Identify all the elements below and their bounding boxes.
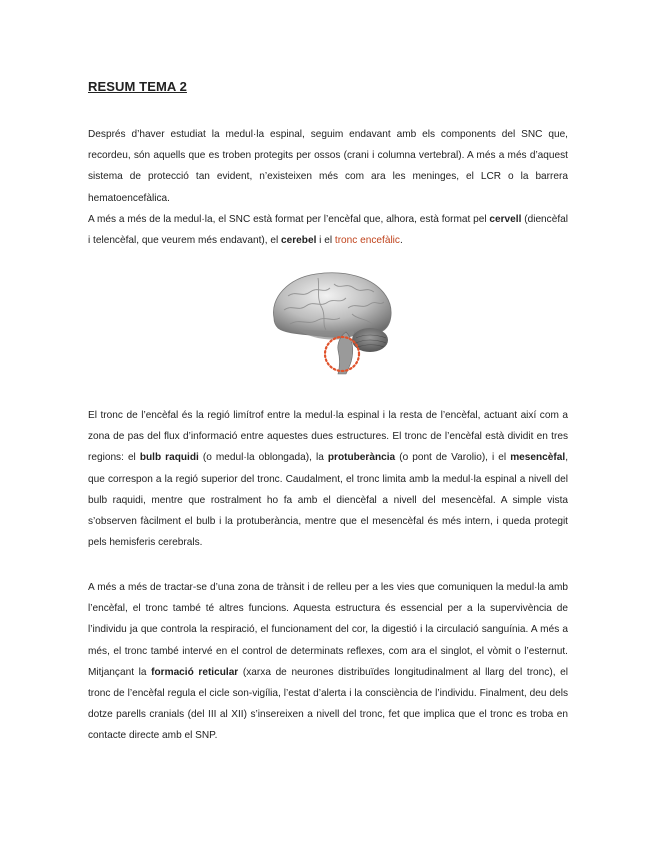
- section-2-text-c: (o pont de Varolio), i el: [395, 452, 511, 464]
- term-cervell: cervell: [489, 213, 522, 225]
- section-2-paragraph: [88, 405, 568, 553]
- intro-text-2c: i el: [316, 235, 335, 247]
- term-protuberancia: protuberància: [327, 452, 396, 464]
- page-title: RESUM TEMA 2: [88, 79, 187, 94]
- section-3: [88, 577, 568, 747]
- term-formacio-reticular: formació reticular: [151, 666, 239, 678]
- section-2-text-b: (o medul·la oblongada), la: [198, 452, 328, 464]
- intro-section: [88, 124, 568, 251]
- section-2: [88, 405, 568, 553]
- intro-text-2d: .: [399, 235, 403, 247]
- intro-paragraph-2: [88, 209, 568, 251]
- cerebrum-shape: [273, 273, 391, 337]
- section-3-text-a: A més a més de tractar-se d’una zona de trànsit i de relleu per a les vies que comuniquen la medul·la amb l’encèfal, el tronc també té altres funcions. Aquesta estructura és essencial per a la supervivència de l’individu ja que controla la respiració, el funcionament del cor, la digestió i la circulació sanguínia. A més a més, el tronc també intervé en el control de determinats reflexes, com ara el singlot, el vòmit o l’esternut. Mitjançant la: [88, 582, 568, 678]
- intro-text-2b: (diencèfal i telencèfal, que veurem més endavant), el: [88, 213, 568, 247]
- section-2-text-a: El tronc de l’encèfal és la regió limítrof entre la medul·la espinal i la resta de l’encèfal, actuant així com a zona de pas del flux d’informació entre aquestes dues estructures. El tronc de l’encèfal està dividit en tres regions: el: [88, 410, 568, 464]
- intro-text-1: Després d’haver estudiat la medul·la espinal, seguim endavant amb els components del SNC que, recordeu, són aquells que es troben protegits per ossos (crani i columna vertebral). A més a més d’aquest sistema de protecció tan evident, n’existeixen més com ara les meninges, el LCR o la barrera hematoencefàlica.: [88, 129, 568, 204]
- section-2-text-d: , que correspon a la regió superior del tronc. Caudalment, el tronc limita amb la medul·la espinal a nivell del bulb raquidi, mentre que rostralment ho fa amb el diencèfal a nivell del mesencèfal. A simple vista s’observen fàcilment el bulb i la protuberància, mentre que el mesencèfal és més intern, i queda protegit pels hemisferis cerebrals.: [88, 452, 568, 549]
- brain-illustration: [268, 268, 398, 376]
- intro-text-2a: A més a més de la medul·la, el SNC està format per l’encèfal que, alhora, està format pel: [88, 213, 490, 225]
- section-3-text-b: (xarxa de neurones distribuïdes longitudinalment al llarg del tronc), el tronc de l’encèfal regula el cicle son-vigília, l’estat d’alerta i la consciència de l’individu. Finalment, deu dels dotze parells cranials (del III al XII) s’insereixen a nivell del tronc, fet que implica que el tronc es troba en contacte directe amb el SNP.: [88, 666, 568, 742]
- section-3-paragraph: [88, 577, 568, 747]
- intro-paragraph-1: [88, 124, 568, 209]
- term-tronc-encefalic: tronc encefàlic: [334, 235, 400, 247]
- term-cerebel: cerebel: [281, 235, 317, 247]
- term-bulb-raquidi: bulb raquidi: [139, 452, 199, 464]
- term-mesencefal: mesencèfal: [510, 452, 566, 464]
